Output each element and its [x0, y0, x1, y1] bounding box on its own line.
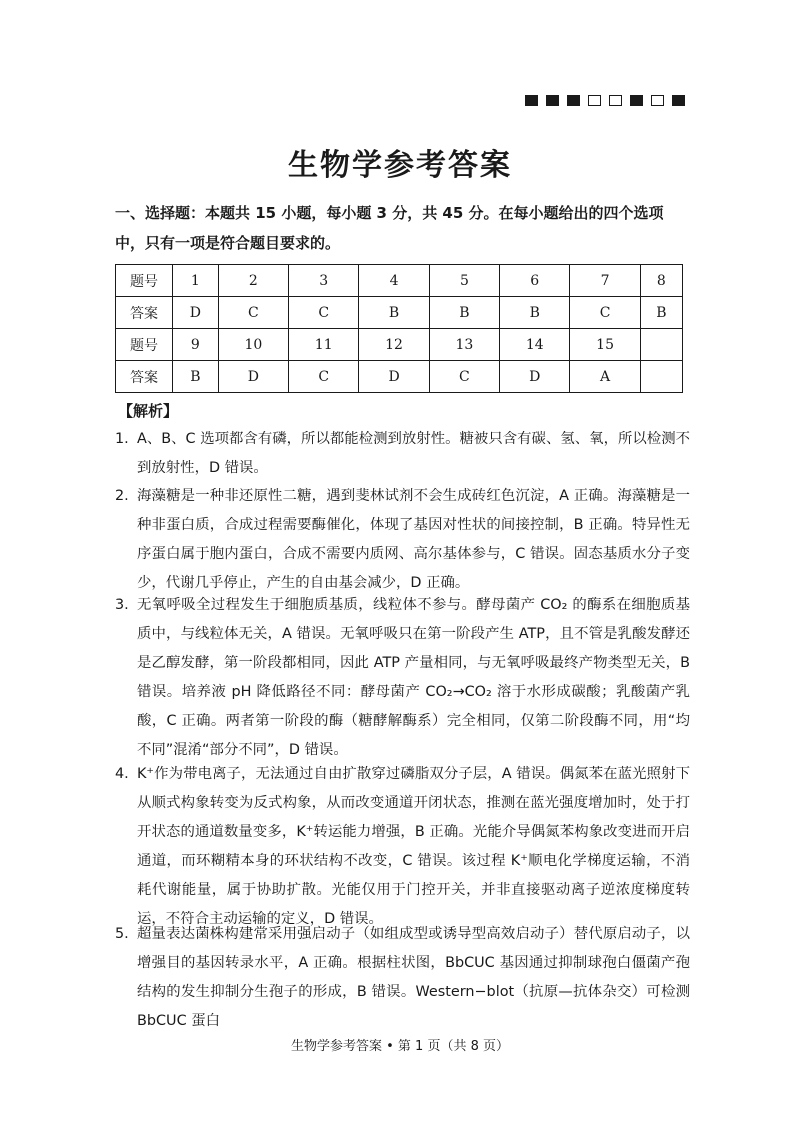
- analysis-item-5: [115, 920, 690, 1036]
- table-cell: [640, 329, 682, 361]
- analysis-item-2: [115, 482, 690, 598]
- item-text: 无氧呼吸全过程发生于细胞质基质，线粒体不参与。酵母菌产 CO₂ 的酶系在细胞质基质中，与线粒体无关，A 错误。无氧呼吸只在第一阶段产生 ATP，且不管是乳酸发酵还是乙醇发酵，第一阶段都相同，因此 ATP 产量相同，与无氧呼吸最终产物类型无关，B 错误。培养液 pH 降低路径不同：酵母菌产 CO₂→CO₂ 溶于水形成碳酸；乳酸菌产乳酸，C 正确。两者第一阶段的酶（糖酵解酶系）完全相同，仅第二阶段酶不同，用“均不同”混淆“部分不同”，D 错误。: [137, 597, 690, 758]
- section-heading: 一、选择题：本题共 15 小题，每小题 3 分，共 45 分。在每小题给出的四个选项中，只有一项是符合题目要求的。: [115, 204, 664, 252]
- table-cell: 答案: [116, 297, 173, 329]
- table-cell: B: [640, 297, 682, 329]
- table-cell: 15: [570, 329, 640, 361]
- table-row: [116, 329, 683, 361]
- table-cell: D: [173, 297, 219, 329]
- analysis-item-4: [115, 760, 690, 934]
- item-number: 5.: [115, 926, 129, 942]
- mark-square: [525, 95, 538, 106]
- table-cell: D: [359, 361, 429, 393]
- mark-square: [609, 95, 622, 106]
- table-cell: 题号: [116, 329, 173, 361]
- table-cell: 13: [429, 329, 499, 361]
- table-cell: 12: [359, 329, 429, 361]
- table-cell: 6: [500, 265, 570, 297]
- table-cell: D: [500, 361, 570, 393]
- page-title: 生物学参考答案: [288, 148, 512, 183]
- mark-square: [651, 95, 664, 106]
- table-row: [116, 361, 683, 393]
- table-cell: 11: [289, 329, 359, 361]
- item-number: 3.: [115, 597, 129, 613]
- item-number: 4.: [115, 766, 129, 782]
- table-cell: 14: [500, 329, 570, 361]
- table-cell: C: [570, 297, 640, 329]
- mark-square: [672, 95, 685, 106]
- table-cell: B: [429, 297, 499, 329]
- corner-marks: [525, 95, 685, 106]
- table-cell: [640, 361, 682, 393]
- table-cell: B: [359, 297, 429, 329]
- mark-square: [567, 95, 580, 106]
- item-number: 2.: [115, 488, 129, 504]
- analysis-heading: 【解析】: [118, 402, 179, 420]
- mark-square: [546, 95, 559, 106]
- mark-square: [588, 95, 601, 106]
- answer-table: [115, 264, 683, 393]
- table-cell: 4: [359, 265, 429, 297]
- mark-square: [630, 95, 643, 106]
- table-cell: 9: [173, 329, 219, 361]
- table-row: [116, 265, 683, 297]
- table-cell: 答案: [116, 361, 173, 393]
- table-cell: 7: [570, 265, 640, 297]
- table-cell: 8: [640, 265, 682, 297]
- item-number: 1.: [115, 431, 129, 447]
- table-cell: C: [429, 361, 499, 393]
- item-text: 海藻糖是一种非还原性二糖，遇到斐林试剂不会生成砖红色沉淀，A 正确。海藻糖是一种非蛋白质，合成过程需要酶催化，体现了基因对性状的间接控制，B 正确。特异性无序蛋白属于胞内蛋白，合成不需要内质网、高尔基体参与，C 错误。固态基质水分子变少，代谢几乎停止，产生的自由基会减少，D 正确。: [137, 488, 690, 591]
- table-cell: C: [289, 361, 359, 393]
- table-cell: C: [289, 297, 359, 329]
- table-row: [116, 297, 683, 329]
- table-cell: A: [570, 361, 640, 393]
- item-text: 超量表达菌株构建常采用强启动子（如组成型或诱导型高效启动子）替代原启动子，以增强目的基因转录水平，A 正确。根据柱状图，BbCUC 基因通过抑制球孢白僵菌产孢结构的发生抑制分生孢子的形成，B 错误。Western−blot（抗原—抗体杂交）可检测 BbCUC 蛋白: [137, 926, 690, 1029]
- table-cell: 5: [429, 265, 499, 297]
- table-cell: 2: [218, 265, 288, 297]
- page-footer: 生物学参考答案 • 第 1 页（共 8 页）: [290, 1039, 509, 1054]
- table-cell: 3: [289, 265, 359, 297]
- analysis-item-1: [115, 425, 690, 483]
- item-text: A、B、C 选项都含有磷，所以都能检测到放射性。糖被只含有碳、氢、氧，所以检测不到放射性，D 错误。: [137, 431, 690, 476]
- table-cell: B: [173, 361, 219, 393]
- table-cell: B: [500, 297, 570, 329]
- table-cell: 1: [173, 265, 219, 297]
- analysis-item-3: [115, 591, 690, 765]
- table-cell: D: [218, 361, 288, 393]
- table-cell: 10: [218, 329, 288, 361]
- table-cell: C: [218, 297, 288, 329]
- item-text: K⁺作为带电离子，无法通过自由扩散穿过磷脂双分子层，A 错误。偶氮苯在蓝光照射下从顺式构象转变为反式构象，从而改变通道开闭状态，推测在蓝光强度增加时，处于打开状态的通道数量变多，K⁺转运能力增强，B 正确。光能介导偶氮苯构象改变进而开启通道，而环糊精本身的环状结构不改变，C 错误。该过程 K⁺顺电化学梯度运输，不消耗代谢能量，属于协助扩散。光能仅用于门控开关，并非直接驱动离子逆浓度梯度转运，不符合主动运输的定义，D 错误。: [137, 766, 690, 927]
- table-cell: 题号: [116, 265, 173, 297]
